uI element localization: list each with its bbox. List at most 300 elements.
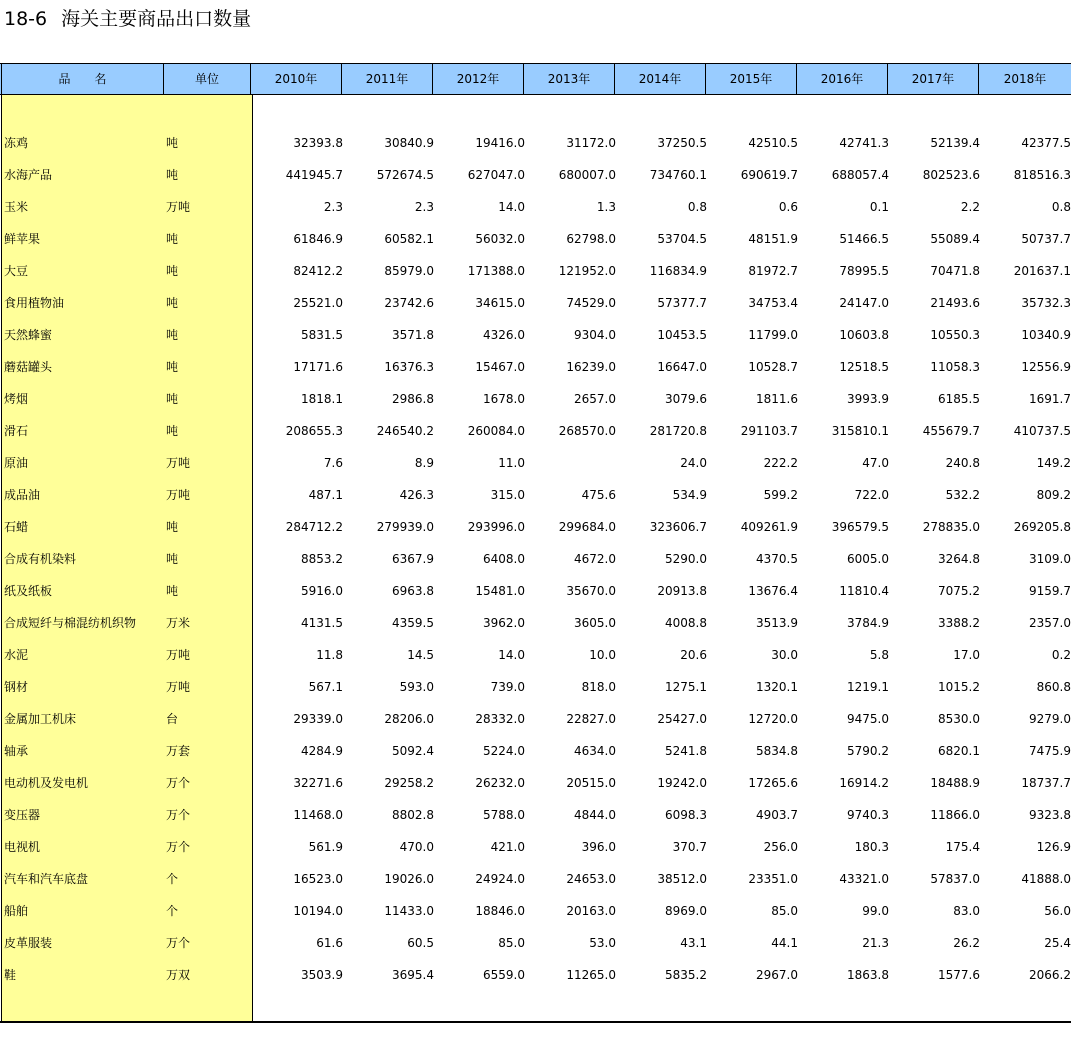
row-name: 大豆 — [4, 264, 29, 278]
row-value-5: 2967.0 — [756, 968, 798, 982]
row-unit: 万米 — [166, 616, 191, 630]
row-value-2: 24924.0 — [475, 872, 525, 886]
row-value-2: 1678.0 — [483, 392, 525, 406]
row-value-7: 11866.0 — [930, 808, 980, 822]
row-value-8: 18737.7 — [1021, 776, 1071, 790]
row-value-2: 15481.0 — [475, 584, 525, 598]
row-value-6: 9475.0 — [847, 712, 889, 726]
row-value-4: 38512.0 — [657, 872, 707, 886]
table-row — [0, 895, 1071, 927]
row-value-5: 85.0 — [771, 904, 798, 918]
table-row — [0, 543, 1071, 575]
row-value-8: 818516.3 — [1013, 168, 1071, 182]
row-name: 金属加工机床 — [4, 712, 77, 726]
row-name: 轴承 — [4, 744, 29, 758]
row-value-6: 722.0 — [854, 488, 889, 502]
row-unit: 万吨 — [166, 456, 191, 470]
row-value-2: 15467.0 — [475, 360, 525, 374]
row-value-0: 32271.6 — [293, 776, 343, 790]
row-value-5: 4370.5 — [756, 552, 798, 566]
row-name: 船舶 — [4, 904, 29, 918]
row-value-8: 3109.0 — [1029, 552, 1071, 566]
row-value-7: 11058.3 — [930, 360, 980, 374]
row-value-8: 149.2 — [1036, 456, 1071, 470]
row-value-6: 43321.0 — [839, 872, 889, 886]
row-value-3: 31172.0 — [566, 136, 616, 150]
row-value-7: 26.2 — [953, 936, 980, 950]
row-value-8: 41888.0 — [1021, 872, 1071, 886]
row-unit: 吨 — [166, 360, 179, 374]
row-value-4: 24.0 — [680, 456, 707, 470]
row-value-0: 32393.8 — [293, 136, 343, 150]
row-value-7: 8530.0 — [938, 712, 980, 726]
row-value-6: 3784.9 — [847, 616, 889, 630]
row-value-2: 6559.0 — [483, 968, 525, 982]
row-name: 鞋 — [4, 968, 17, 982]
table-row — [0, 415, 1071, 447]
row-value-1: 279939.0 — [376, 520, 434, 534]
row-value-5: 30.0 — [771, 648, 798, 662]
row-value-6: 5790.2 — [847, 744, 889, 758]
row-value-7: 70471.8 — [930, 264, 980, 278]
row-value-8: 9279.0 — [1029, 712, 1071, 726]
row-value-0: 8853.2 — [301, 552, 343, 566]
row-value-1: 85979.0 — [384, 264, 434, 278]
row-value-7: 1015.2 — [938, 680, 980, 694]
row-value-0: 7.6 — [323, 456, 343, 470]
row-value-5: 48151.9 — [748, 232, 798, 246]
row-value-1: 572674.5 — [376, 168, 434, 182]
row-name: 皮革服装 — [4, 936, 53, 950]
row-value-4: 370.7 — [672, 840, 707, 854]
row-unit: 万个 — [166, 808, 191, 822]
row-value-8: 7475.9 — [1029, 744, 1071, 758]
row-value-0: 208655.3 — [285, 424, 343, 438]
row-value-8: 9159.7 — [1029, 584, 1071, 598]
table-row — [0, 639, 1071, 671]
row-name: 合成有机染料 — [4, 552, 77, 566]
row-value-4: 8969.0 — [665, 904, 707, 918]
row-name: 烤烟 — [4, 392, 29, 406]
row-name: 滑石 — [4, 424, 29, 438]
row-unit: 万套 — [166, 744, 191, 758]
row-value-4: 20.6 — [680, 648, 707, 662]
row-value-3: 35670.0 — [566, 584, 616, 598]
row-value-0: 61.6 — [316, 936, 343, 950]
row-value-2: 26232.0 — [475, 776, 525, 790]
row-value-7: 7075.2 — [938, 584, 980, 598]
row-value-7: 3264.8 — [938, 552, 980, 566]
row-value-1: 2.3 — [414, 200, 434, 214]
row-value-6: 396579.5 — [831, 520, 889, 534]
table-row — [0, 447, 1071, 479]
row-value-4: 53704.5 — [657, 232, 707, 246]
row-value-7: 2.2 — [960, 200, 980, 214]
row-value-5: 12720.0 — [748, 712, 798, 726]
row-name: 天然蜂蜜 — [4, 328, 53, 342]
row-value-1: 8.9 — [414, 456, 434, 470]
row-value-4: 19242.0 — [657, 776, 707, 790]
row-unit: 吨 — [166, 552, 179, 566]
row-value-2: 11.0 — [498, 456, 525, 470]
row-value-6: 6005.0 — [847, 552, 889, 566]
table-row — [0, 191, 1071, 223]
row-value-8: 809.2 — [1036, 488, 1071, 502]
row-value-7: 175.4 — [945, 840, 980, 854]
header-year-3: 2013年 — [524, 64, 615, 94]
table-row — [0, 255, 1071, 287]
row-value-8: 9323.8 — [1029, 808, 1071, 822]
row-value-8: 35732.3 — [1021, 296, 1071, 310]
row-value-2: 28332.0 — [475, 712, 525, 726]
row-name: 钢材 — [4, 680, 29, 694]
row-unit: 吨 — [166, 520, 179, 534]
row-value-6: 12518.5 — [839, 360, 889, 374]
row-value-7: 455679.7 — [922, 424, 980, 438]
row-value-8: 0.8 — [1051, 200, 1071, 214]
row-value-0: 10194.0 — [293, 904, 343, 918]
table-row — [0, 607, 1071, 639]
row-value-4: 534.9 — [672, 488, 707, 502]
row-value-3: 3605.0 — [574, 616, 616, 630]
row-value-2: 293996.0 — [467, 520, 525, 534]
row-value-8: 10340.9 — [1021, 328, 1071, 342]
row-unit: 万个 — [166, 840, 191, 854]
row-value-2: 171388.0 — [467, 264, 525, 278]
row-name: 水海产品 — [4, 168, 53, 182]
row-value-7: 57837.0 — [930, 872, 980, 886]
row-value-1: 593.0 — [399, 680, 434, 694]
row-value-4: 16647.0 — [657, 360, 707, 374]
row-value-6: 24147.0 — [839, 296, 889, 310]
row-value-6: 78995.5 — [839, 264, 889, 278]
row-value-3: 16239.0 — [566, 360, 616, 374]
row-unit: 万吨 — [166, 200, 191, 214]
row-value-6: 1219.1 — [847, 680, 889, 694]
row-value-1: 11433.0 — [384, 904, 434, 918]
row-value-8: 2357.0 — [1029, 616, 1071, 630]
table-row — [0, 127, 1071, 159]
row-value-5: 17265.6 — [748, 776, 798, 790]
row-value-0: 5916.0 — [301, 584, 343, 598]
row-value-4: 734760.1 — [649, 168, 707, 182]
row-value-0: 4131.5 — [301, 616, 343, 630]
row-value-3: 4844.0 — [574, 808, 616, 822]
row-value-1: 14.5 — [407, 648, 434, 662]
row-value-7: 83.0 — [953, 904, 980, 918]
row-value-2: 315.0 — [490, 488, 525, 502]
row-value-3: 475.6 — [581, 488, 616, 502]
row-value-1: 3571.8 — [392, 328, 434, 342]
row-value-8: 25.4 — [1044, 936, 1071, 950]
row-value-4: 5241.8 — [665, 744, 707, 758]
table-row — [0, 735, 1071, 767]
row-value-8: 0.2 — [1051, 648, 1071, 662]
row-value-6: 11810.4 — [839, 584, 889, 598]
row-value-4: 43.1 — [680, 936, 707, 950]
row-value-1: 28206.0 — [384, 712, 434, 726]
row-value-1: 29258.2 — [384, 776, 434, 790]
row-value-1: 6367.9 — [392, 552, 434, 566]
export-table — [0, 63, 1071, 1023]
row-unit: 吨 — [166, 296, 179, 310]
row-value-2: 5788.0 — [483, 808, 525, 822]
row-value-2: 627047.0 — [467, 168, 525, 182]
row-value-6: 10603.8 — [839, 328, 889, 342]
row-value-5: 5834.8 — [756, 744, 798, 758]
row-value-5: 34753.4 — [748, 296, 798, 310]
row-value-2: 4326.0 — [483, 328, 525, 342]
row-value-1: 3695.4 — [392, 968, 434, 982]
row-value-2: 5224.0 — [483, 744, 525, 758]
table-row — [0, 767, 1071, 799]
row-value-1: 426.3 — [399, 488, 434, 502]
row-value-5: 256.0 — [763, 840, 798, 854]
row-value-5: 222.2 — [763, 456, 798, 470]
row-unit: 万吨 — [166, 488, 191, 502]
row-value-6: 688057.4 — [831, 168, 889, 182]
row-value-7: 1577.6 — [938, 968, 980, 982]
row-value-8: 1691.7 — [1029, 392, 1071, 406]
row-value-6: 21.3 — [862, 936, 889, 950]
row-name: 变压器 — [4, 808, 41, 822]
table-row — [0, 959, 1071, 991]
row-name: 冻鸡 — [4, 136, 29, 150]
row-value-1: 60582.1 — [384, 232, 434, 246]
row-value-2: 421.0 — [490, 840, 525, 854]
row-value-7: 21493.6 — [930, 296, 980, 310]
row-value-6: 16914.2 — [839, 776, 889, 790]
row-unit: 吨 — [166, 232, 179, 246]
row-value-3: 680007.0 — [558, 168, 616, 182]
row-value-0: 2.3 — [323, 200, 343, 214]
row-value-2: 19416.0 — [475, 136, 525, 150]
row-value-1: 246540.2 — [376, 424, 434, 438]
row-value-4: 10453.5 — [657, 328, 707, 342]
row-value-1: 5092.4 — [392, 744, 434, 758]
row-value-7: 10550.3 — [930, 328, 980, 342]
bottom-rule — [0, 1021, 1071, 1023]
row-value-7: 6185.5 — [938, 392, 980, 406]
row-value-2: 34615.0 — [475, 296, 525, 310]
row-value-3: 24653.0 — [566, 872, 616, 886]
row-value-6: 180.3 — [854, 840, 889, 854]
row-value-0: 561.9 — [308, 840, 343, 854]
row-value-1: 2986.8 — [392, 392, 434, 406]
table-number: 18-6 — [4, 8, 48, 30]
table-row — [0, 287, 1071, 319]
table-row — [0, 511, 1071, 543]
row-value-0: 17171.6 — [293, 360, 343, 374]
row-value-7: 6820.1 — [938, 744, 980, 758]
row-unit: 吨 — [166, 392, 179, 406]
row-unit: 个 — [166, 904, 179, 918]
row-value-0: 5831.5 — [301, 328, 343, 342]
row-value-7: 802523.6 — [922, 168, 980, 182]
row-value-5: 599.2 — [763, 488, 798, 502]
row-unit: 吨 — [166, 168, 179, 182]
row-value-1: 60.5 — [407, 936, 434, 950]
table-row — [0, 863, 1071, 895]
row-value-1: 23742.6 — [384, 296, 434, 310]
row-name: 食用植物油 — [4, 296, 65, 310]
row-value-3: 20163.0 — [566, 904, 616, 918]
row-value-0: 11.8 — [316, 648, 343, 662]
row-value-7: 55089.4 — [930, 232, 980, 246]
row-value-4: 6098.3 — [665, 808, 707, 822]
row-unit: 万吨 — [166, 648, 191, 662]
row-value-6: 42741.3 — [839, 136, 889, 150]
row-value-0: 4284.9 — [301, 744, 343, 758]
row-value-4: 3079.6 — [665, 392, 707, 406]
table-row — [0, 927, 1071, 959]
table-row — [0, 575, 1071, 607]
row-value-0: 11468.0 — [293, 808, 343, 822]
row-value-2: 739.0 — [490, 680, 525, 694]
row-name: 合成短纤与棉混纺机织物 — [4, 616, 137, 630]
row-value-2: 14.0 — [498, 648, 525, 662]
row-value-1: 4359.5 — [392, 616, 434, 630]
row-value-5: 4903.7 — [756, 808, 798, 822]
row-name: 水泥 — [4, 648, 29, 662]
table-header-row — [0, 63, 1071, 95]
row-value-2: 260084.0 — [467, 424, 525, 438]
row-value-1: 8802.8 — [392, 808, 434, 822]
row-unit: 吨 — [166, 584, 179, 598]
row-value-8: 201637.1 — [1013, 264, 1071, 278]
header-year-1: 2011年 — [342, 64, 433, 94]
header-year-0: 2010年 — [251, 64, 342, 94]
table-title: 海关主要商品出口数量 — [61, 8, 252, 30]
row-value-4: 281720.8 — [649, 424, 707, 438]
row-value-8: 410737.5 — [1013, 424, 1071, 438]
row-value-3: 396.0 — [581, 840, 616, 854]
row-value-3: 1.3 — [596, 200, 616, 214]
row-unit: 万个 — [166, 936, 191, 950]
row-value-7: 52139.4 — [930, 136, 980, 150]
row-value-0: 487.1 — [308, 488, 343, 502]
row-value-3: 121952.0 — [558, 264, 616, 278]
row-value-1: 16376.3 — [384, 360, 434, 374]
row-value-6: 3993.9 — [847, 392, 889, 406]
row-name: 汽车和汽车底盘 — [4, 872, 89, 886]
row-value-3: 268570.0 — [558, 424, 616, 438]
row-name: 鲜苹果 — [4, 232, 41, 246]
header-unit: 单位 — [164, 64, 251, 94]
row-unit: 吨 — [166, 424, 179, 438]
table-row — [0, 831, 1071, 863]
row-value-7: 532.2 — [945, 488, 980, 502]
row-value-2: 14.0 — [498, 200, 525, 214]
row-value-8: 42377.5 — [1021, 136, 1071, 150]
row-name: 玉米 — [4, 200, 29, 214]
row-value-6: 0.1 — [869, 200, 889, 214]
row-value-4: 116834.9 — [649, 264, 707, 278]
row-unit: 万个 — [166, 776, 191, 790]
row-value-8: 2066.2 — [1029, 968, 1071, 982]
row-value-5: 81972.7 — [748, 264, 798, 278]
row-value-3: 11265.0 — [566, 968, 616, 982]
row-value-7: 240.8 — [945, 456, 980, 470]
row-unit: 台 — [166, 712, 179, 726]
row-value-5: 11799.0 — [748, 328, 798, 342]
row-value-3: 53.0 — [589, 936, 616, 950]
row-value-3: 10.0 — [589, 648, 616, 662]
row-value-6: 315810.1 — [831, 424, 889, 438]
row-value-5: 23351.0 — [748, 872, 798, 886]
row-value-5: 0.6 — [778, 200, 798, 214]
row-value-0: 284712.2 — [285, 520, 343, 534]
row-value-7: 17.0 — [953, 648, 980, 662]
row-name: 纸及纸板 — [4, 584, 53, 598]
row-value-0: 3503.9 — [301, 968, 343, 982]
row-unit: 万双 — [166, 968, 191, 982]
row-value-0: 1818.1 — [301, 392, 343, 406]
row-unit: 吨 — [166, 328, 179, 342]
row-unit: 吨 — [166, 264, 179, 278]
row-value-0: 441945.7 — [285, 168, 343, 182]
row-value-1: 6963.8 — [392, 584, 434, 598]
header-year-6: 2016年 — [797, 64, 888, 94]
table-row — [0, 799, 1071, 831]
row-value-8: 126.9 — [1036, 840, 1071, 854]
row-value-8: 56.0 — [1044, 904, 1071, 918]
row-value-2: 3962.0 — [483, 616, 525, 630]
header-year-7: 2017年 — [888, 64, 979, 94]
row-value-3: 4634.0 — [574, 744, 616, 758]
header-year-5: 2015年 — [706, 64, 797, 94]
row-value-5: 42510.5 — [748, 136, 798, 150]
row-value-0: 16523.0 — [293, 872, 343, 886]
page-title — [4, 6, 251, 32]
row-value-5: 13676.4 — [748, 584, 798, 598]
row-value-6: 9740.3 — [847, 808, 889, 822]
row-value-7: 18488.9 — [930, 776, 980, 790]
row-name: 原油 — [4, 456, 29, 470]
row-value-0: 25521.0 — [293, 296, 343, 310]
header-year-2: 2012年 — [433, 64, 524, 94]
header-year-4: 2014年 — [615, 64, 706, 94]
row-value-4: 1275.1 — [665, 680, 707, 694]
row-value-3: 20515.0 — [566, 776, 616, 790]
row-value-6: 99.0 — [862, 904, 889, 918]
table-row — [0, 703, 1071, 735]
row-value-6: 51466.5 — [839, 232, 889, 246]
row-value-4: 5290.0 — [665, 552, 707, 566]
row-value-3: 4672.0 — [574, 552, 616, 566]
row-value-3: 299684.0 — [558, 520, 616, 534]
row-value-2: 18846.0 — [475, 904, 525, 918]
row-value-4: 323606.7 — [649, 520, 707, 534]
row-value-3: 9304.0 — [574, 328, 616, 342]
header-name: 品 名 — [1, 64, 164, 94]
row-value-6: 1863.8 — [847, 968, 889, 982]
row-value-0: 567.1 — [308, 680, 343, 694]
row-value-2: 85.0 — [498, 936, 525, 950]
row-value-5: 44.1 — [771, 936, 798, 950]
row-value-2: 6408.0 — [483, 552, 525, 566]
table-row — [0, 319, 1071, 351]
header-year-8: 2018年 — [1003, 72, 1047, 86]
row-value-1: 19026.0 — [384, 872, 434, 886]
row-value-8: 50737.7 — [1021, 232, 1071, 246]
row-value-2: 56032.0 — [475, 232, 525, 246]
row-value-1: 30840.9 — [384, 136, 434, 150]
row-value-7: 3388.2 — [938, 616, 980, 630]
row-value-5: 1811.6 — [756, 392, 798, 406]
row-value-6: 47.0 — [862, 456, 889, 470]
row-value-5: 1320.1 — [756, 680, 798, 694]
